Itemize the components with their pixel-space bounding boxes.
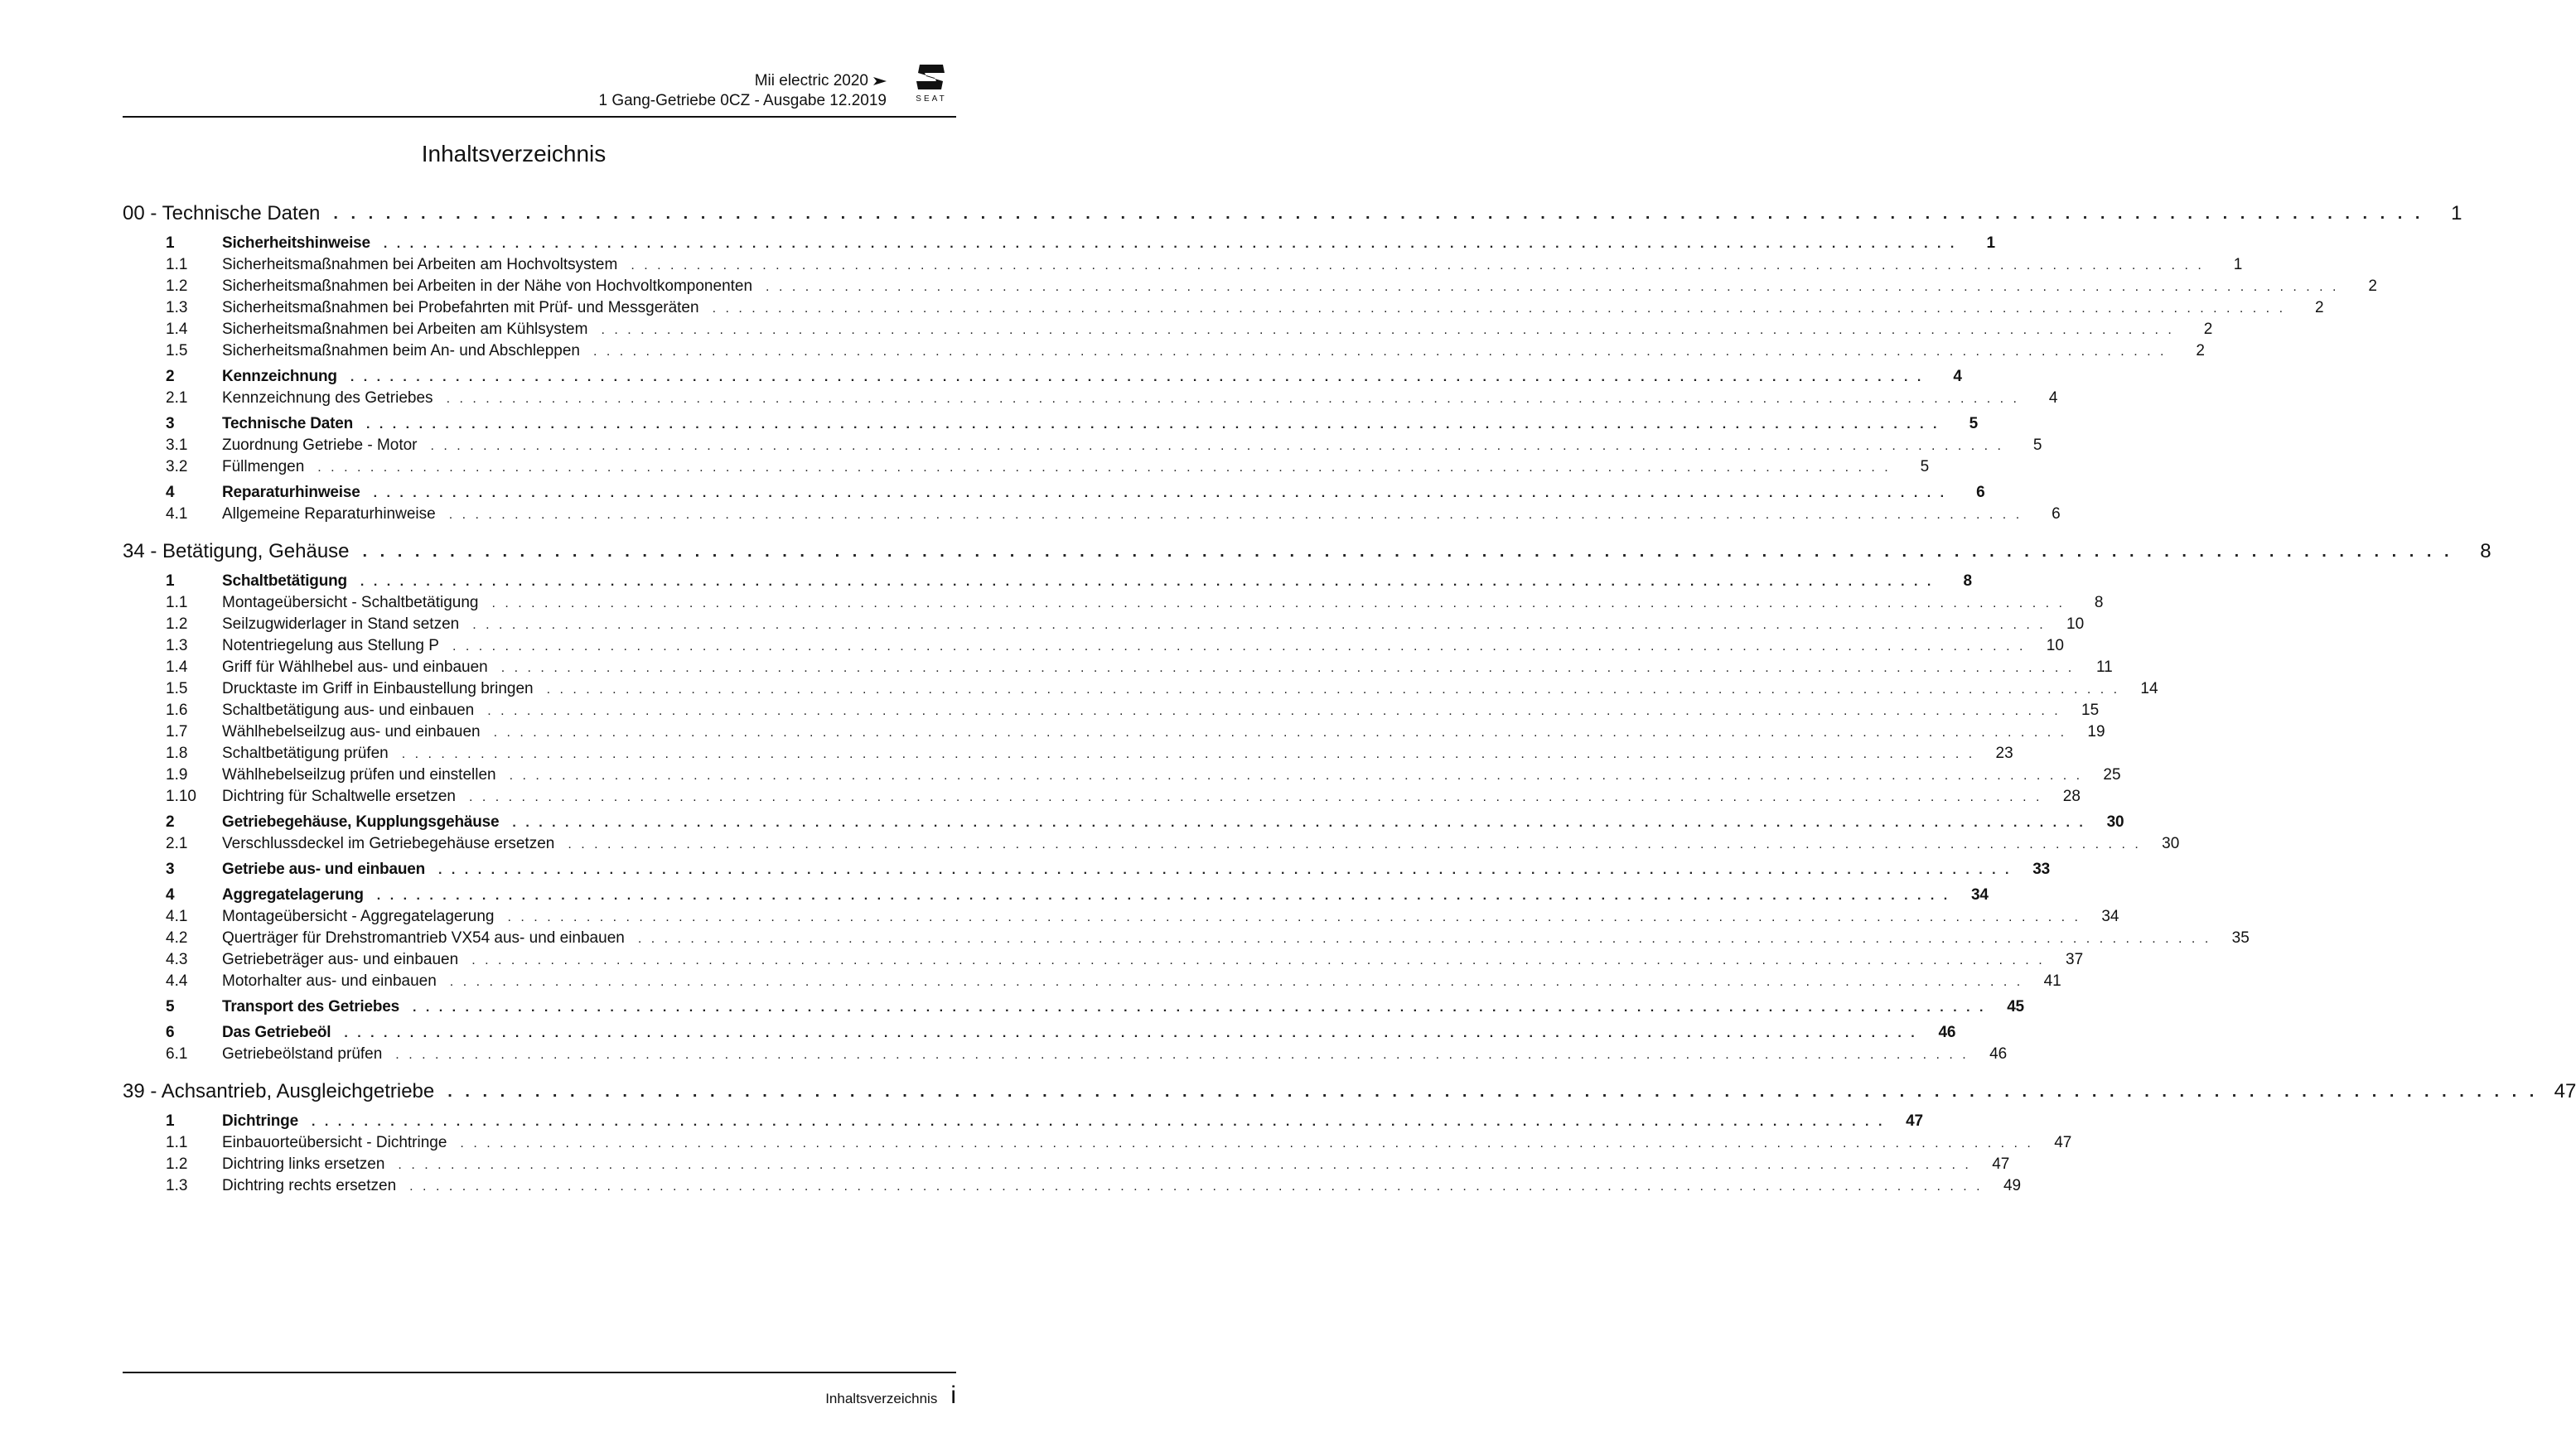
toc-page-number: 45 [2007, 998, 2024, 1015]
dot-leader: . . . . . . . . . . . . . . . . . . . . . . . . . . . . . . . . . . . . . . . . . . . . . . . . . . . . . . . . . . . . . . . . . . . . . . . . . . . . . . . . . . . . . . . . . . . . . . . . . . . . . . . . . . . . . . . . . . . . . . . . [373, 486, 1947, 500]
toc-title: Schaltbetätigung aus- und einbauen [222, 702, 475, 719]
toc-section[interactable] [123, 368, 1962, 389]
toc-section[interactable] [123, 861, 2050, 882]
toc-title: Querträger für Drehstromantrieb VX54 aus- und einbauen [222, 929, 625, 947]
header-divider [123, 116, 956, 118]
dot-leader: . . . . . . . . . . . . . . . . . . . . . . . . . . . . . . . . . . . . . . . . . . . . . . . . . . . . . . . . . . . . . . . . . . . . . . . . . . . . . . . . . . . . . . . . . . . . . . . . . . . . . . . . . . . . . . . . . . . . . . . . [766, 280, 2339, 294]
dot-leader: . . . . . . . . . . . . . . . . . . . . . . . . . . . . . . . . . . . . . . . . . . . . . . . . . . . . . . . . . . . . . . . . . . . . . . . . . . . . . . . . . . . . . . . . . . . . . . . . . . . . . . . . . . . . . . . . . . . . . . . . [430, 439, 2004, 453]
dot-leader: . . . . . . . . . . . . . . . . . . . . . . . . . . . . . . . . . . . . . . . . . . . . . . . . . . . . . . . . . . . . . . . . . . . . . . . . . . . . . . . . . . . . . . . . . . . . . . . . . . . . . . . . . . . . . . . . . . . . . . . . [447, 1082, 2539, 1101]
toc-subsection[interactable] [123, 389, 2058, 411]
toc-title: Montageübersicht - Schaltbetätigung [222, 594, 479, 611]
toc-subsection[interactable] [123, 680, 2158, 702]
toc-title: Getriebe aus- und einbauen [222, 861, 426, 878]
header-line-vehicle [598, 71, 887, 91]
dot-leader: . . . . . . . . . . . . . . . . . . . . . . . . . . . . . . . . . . . . . . . . . . . . . . . . . . . . . . . . . . . . . . . . . . . . . . . . . . . . . . . . . . . . . . . . . . . . . . . . . . . . . . . . . . . . . . . . . . . . . . . . [401, 747, 1975, 761]
toc-page-number: 15 [2081, 702, 2100, 719]
dot-leader: . . . . . . . . . . . . . . . . . . . . . . . . . . . . . . . . . . . . . . . . . . . . . . . . . . . . . . . . . . . . . . . . . . . . . . . . . . . . . . . . . . . . . . . . . . . . . . . . . . . . . . . . . . . . . . . . . . . . . . . . [350, 370, 1924, 384]
toc-page-number: 28 [2062, 788, 2081, 805]
toc-title: Technische Daten [222, 415, 353, 432]
toc-title: Sicherheitsmaßnahmen bei Probefahrten mit Prüf- und Messgeräten [222, 299, 699, 316]
toc-number: 1.2 [166, 615, 188, 633]
table-of-contents [123, 197, 2576, 1199]
toc-title: Allgemeine Reparaturhinweise [222, 505, 436, 523]
dot-leader: . . . . . . . . . . . . . . . . . . . . . . . . . . . . . . . . . . . . . . . . . . . . . . . . . . . . . . . . . . . . . . . . . . . . . . . . . . . . . . . . . . . . . . . . . . . . . . . . . . . . . . . . . . . . . . . . . . . . . . . . [568, 837, 2142, 851]
toc-subsection[interactable] [123, 951, 2084, 972]
toc-subsection[interactable] [123, 788, 2081, 809]
toc-section[interactable] [123, 1024, 1956, 1045]
toc-section[interactable] [123, 484, 1985, 505]
toc-page-number: 37 [2066, 951, 2084, 968]
toc-page-number: 10 [2046, 637, 2064, 654]
dot-leader: . . . . . . . . . . . . . . . . . . . . . . . . . . . . . . . . . . . . . . . . . . . . . . . . . . . . . . . . . . . . . . . . . . . . . . . . . . . . . . . . . . . . . . . . . . . . . . . . . . . . . . . . . . . . . . . . . . . . . . . . [468, 790, 2042, 804]
footer-page-number: i [950, 1382, 956, 1409]
dot-leader: . . . . . . . . . . . . . . . . . . . . . . . . . . . . . . . . . . . . . . . . . . . . . . . . . . . . . . . . . . . . . . . . . . . . . . . . . . . . . . . . . . . . . . . . . . . . . . . . . . . . . . . . . . . . . . . . . . . . . . . . [412, 1001, 1986, 1015]
toc-number: 1.2 [166, 277, 188, 295]
toc-title: 34 - Betätigung, Gehäuse [123, 540, 350, 562]
toc-subsection[interactable] [123, 321, 2213, 342]
toc-title: Kennzeichnung des Getriebes [222, 389, 433, 407]
footer-divider [123, 1372, 956, 1373]
toc-page-number: 14 [2140, 680, 2158, 697]
toc-number: 1.1 [166, 594, 188, 611]
toc-subsection[interactable] [123, 766, 2121, 788]
dot-leader: . . . . . . . . . . . . . . . . . . . . . . . . . . . . . . . . . . . . . . . . . . . . . . . . . . . . . . . . . . . . . . . . . . . . . . . . . . . . . . . . . . . . . . . . . . . . . . . . . . . . . . . . . . . . . . . . . . . . . . . . [362, 542, 2453, 561]
toc-subsection[interactable] [123, 299, 2324, 321]
toc-page-number: 2 [2314, 299, 2324, 316]
toc-page-number: 5 [1920, 458, 1930, 475]
toc-title: Motorhalter aus- und einbauen [222, 972, 437, 990]
toc-number: 1.3 [166, 1177, 188, 1194]
toc-subsection[interactable] [123, 615, 2085, 637]
toc-page-number: 2 [2203, 321, 2213, 338]
arrow-right-icon [873, 76, 887, 86]
toc-number: 2.1 [166, 835, 188, 852]
toc-title: Sicherheitsmaßnahmen bei Arbeiten in der Nähe von Hochvoltkomponenten [222, 277, 753, 295]
toc-subsection[interactable] [123, 637, 2064, 658]
dot-leader: . . . . . . . . . . . . . . . . . . . . . . . . . . . . . . . . . . . . . . . . . . . . . . . . . . . . . . . . . . . . . . . . . . . . . . . . . . . . . . . . . . . . . . . . . . . . . . . . . . . . . . . . . . . . . . . . . . . . . . . . [507, 910, 2081, 924]
toc-title: Schaltbetätigung prüfen [222, 745, 389, 762]
dot-leader: . . . . . . . . . . . . . . . . . . . . . . . . . . . . . . . . . . . . . . . . . . . . . . . . . . . . . . . . . . . . . . . . . . . . . . . . . . . . . . . . . . . . . . . . . . . . . . . . . . . . . . . . . . . . . . . . . . . . . . . . [452, 639, 2026, 654]
toc-title: Füllmengen [222, 458, 305, 475]
dot-leader: . . . . . . . . . . . . . . . . . . . . . . . . . . . . . . . . . . . . . . . . . . . . . . . . . . . . . . . . . . . . . . . . . . . . . . . . . . . . . . . . . . . . . . . . . . . . . . . . . . . . . . . . . . . . . . . . . . . . . . . . [500, 661, 2075, 675]
toc-title: Dichtring links ersetzen [222, 1155, 385, 1173]
toc-subsection[interactable] [123, 594, 2104, 615]
toc-number: 4.2 [166, 929, 188, 947]
toc-number: 1.5 [166, 680, 188, 697]
toc-title: Kennzeichnung [222, 368, 337, 385]
dot-leader: . . . . . . . . . . . . . . . . . . . . . . . . . . . . . . . . . . . . . . . . . . . . . . . . . . . . . . . . . . . . . . . . . . . . . . . . . . . . . . . . . . . . . . . . . . . . . . . . . . . . . . . . . . . . . . . . . . . . . . . . [592, 345, 2167, 359]
toc-page-number: 8 [2094, 594, 2104, 611]
toc-number: 1.3 [166, 637, 188, 654]
dot-leader: . . . . . . . . . . . . . . . . . . . . . . . . . . . . . . . . . . . . . . . . . . . . . . . . . . . . . . . . . . . . . . . . . . . . . . . . . . . . . . . . . . . . . . . . . . . . . . . . . . . . . . . . . . . . . . . . . . . . . . . . [712, 301, 2286, 316]
toc-title: Aggregatelagerung [222, 886, 364, 904]
toc-title: Getriebeölstand prüfen [222, 1045, 383, 1063]
toc-number: 1.6 [166, 702, 188, 719]
toc-page-number: 5 [1969, 415, 1978, 432]
toc-title: Montageübersicht - Aggregatelagerung [222, 908, 495, 925]
toc-subsection[interactable] [123, 458, 1930, 480]
dot-leader: . . . . . . . . . . . . . . . . . . . . . . . . . . . . . . . . . . . . . . . . . . . . . . . . . . . . . . . . . . . . . . . . . . . . . . . . . . . . . . . . . . . . . . . . . . . . . . . . . . . . . . . . . . . . . . . . . . . . . . . . [493, 726, 2067, 740]
toc-number: 4.1 [166, 505, 188, 523]
toc-title: Griff für Wählhebel aus- und einbauen [222, 658, 488, 676]
toc-section[interactable] [123, 234, 1995, 256]
dot-leader: . . . . . . . . . . . . . . . . . . . . . . . . . . . . . . . . . . . . . . . . . . . . . . . . . . . . . . . . . . . . . . . . . . . . . . . . . . . . . . . . . . . . . . . . . . . . . . . . . . . . . . . . . . . . . . . . . . . . . . . . [487, 704, 2061, 718]
toc-chapter[interactable] [123, 1075, 2576, 1108]
toc-title: Sicherheitshinweise [222, 234, 370, 252]
toc-title: Das Getriebeöl [222, 1024, 331, 1041]
dot-leader: . . . . . . . . . . . . . . . . . . . . . . . . . . . . . . . . . . . . . . . . . . . . . . . . . . . . . . . . . . . . . . . . . . . . . . . . . . . . . . . . . . . . . . . . . . . . . . . . . . . . . . . . . . . . . . . . . . . . . . . . [360, 575, 1934, 589]
toc-number: 1.5 [166, 342, 188, 359]
toc-subsection[interactable] [123, 277, 2377, 299]
dot-leader: . . . . . . . . . . . . . . . . . . . . . . . . . . . . . . . . . . . . . . . . . . . . . . . . . . . . . . . . . . . . . . . . . . . . . . . . . . . . . . . . . . . . . . . . . . . . . . . . . . . . . . . . . . . . . . . . . . . . . . . . [383, 237, 1957, 251]
dot-leader: . . . . . . . . . . . . . . . . . . . . . . . . . . . . . . . . . . . . . . . . . . . . . . . . . . . . . . . . . . . . . . . . . . . . . . . . . . . . . . . . . . . . . . . . . . . . . . . . . . . . . . . . . . . . . . . . . . . . . . . . [366, 417, 1940, 432]
toc-title: Sicherheitsmaßnahmen bei Arbeiten am Hochvoltsystem [222, 256, 618, 273]
dot-leader: . . . . . . . . . . . . . . . . . . . . . . . . . . . . . . . . . . . . . . . . . . . . . . . . . . . . . . . . . . . . . . . . . . . . . . . . . . . . . . . . . . . . . . . . . . . . . . . . . . . . . . . . . . . . . . . . . . . . . . . . [395, 1048, 1969, 1062]
toc-number: 4.3 [166, 951, 188, 968]
toc-page-number: 49 [2003, 1177, 2022, 1194]
toc-subsection[interactable] [123, 505, 2061, 527]
toc-number: 6.1 [166, 1045, 188, 1063]
toc-section[interactable] [123, 813, 2124, 835]
logo-wordmark: SEAT [916, 94, 947, 104]
toc-number: 1.1 [166, 1134, 188, 1151]
toc-number: 1 [166, 234, 175, 252]
toc-page-number: 2 [2196, 342, 2205, 359]
toc-page-number: 33 [2032, 861, 2050, 878]
toc-page-number: 2 [2368, 277, 2377, 295]
toc-title: Dichtringe [222, 1112, 298, 1130]
toc-title: Reparaturhinweise [222, 484, 360, 501]
toc-section[interactable] [123, 886, 1989, 908]
toc-title: Wählhebelseilzug aus- und einbauen [222, 723, 481, 740]
toc-number: 1.7 [166, 723, 188, 740]
toc-title: Einbauorteübersicht - Dichtringe [222, 1134, 447, 1151]
toc-title: Dichtring für Schaltwelle ersetzen [222, 788, 456, 805]
toc-page-number: 34 [2101, 908, 2119, 925]
toc-page-number: 25 [2103, 766, 2121, 784]
toc-page-number: 1 [2451, 202, 2462, 224]
toc-subsection[interactable] [123, 1177, 2022, 1199]
toc-page-number: 35 [2231, 929, 2250, 947]
toc-title: Dichtring rechts ersetzen [222, 1177, 397, 1194]
toc-subsection[interactable] [123, 256, 2243, 277]
dot-leader: . . . . . . . . . . . . . . . . . . . . . . . . . . . . . . . . . . . . . . . . . . . . . . . . . . . . . . . . . . . . . . . . . . . . . . . . . . . . . . . . . . . . . . . . . . . . . . . . . . . . . . . . . . . . . . . . . . . . . . . . [311, 1115, 1885, 1129]
dot-leader: . . . . . . . . . . . . . . . . . . . . . . . . . . . . . . . . . . . . . . . . . . . . . . . . . . . . . . . . . . . . . . . . . . . . . . . . . . . . . . . . . . . . . . . . . . . . . . . . . . . . . . . . . . . . . . . . . . . . . . . . [317, 461, 1892, 475]
page-footer [825, 1382, 956, 1410]
toc-number: 4.4 [166, 972, 188, 990]
toc-section[interactable] [123, 1112, 1923, 1134]
dot-leader: . . . . . . . . . . . . . . . . . . . . . . . . . . . . . . . . . . . . . . . . . . . . . . . . . . . . . . . . . . . . . . . . . . . . . . . . . . . . . . . . . . . . . . . . . . . . . . . . . . . . . . . . . . . . . . . . . . . . . . . . [460, 1136, 2034, 1151]
toc-number: 3 [166, 415, 175, 432]
toc-number: 3.1 [166, 437, 188, 454]
toc-subsection[interactable] [123, 723, 2105, 745]
toc-number: 3 [166, 861, 175, 878]
toc-subsection[interactable] [123, 437, 2042, 458]
toc-number: 2 [166, 368, 175, 385]
footer-label: Inhaltsverzeichnis [825, 1391, 938, 1406]
toc-title: Verschlussdeckel im Getriebegehäuse ersetzen [222, 835, 555, 852]
toc-chapter[interactable] [123, 535, 2491, 568]
toc-title: Getriebeträger aus- und einbauen [222, 951, 459, 968]
toc-page-number: 8 [2480, 540, 2491, 562]
toc-page-number: 1 [1986, 234, 1995, 252]
toc-number: 1.9 [166, 766, 188, 784]
toc-title: Notentriegelung aus Stellung P [222, 637, 439, 654]
toc-title: Zuordnung Getriebe - Motor [222, 437, 418, 454]
toc-chapter[interactable] [123, 197, 2462, 230]
toc-subsection[interactable] [123, 1155, 2010, 1177]
dot-leader: . . . . . . . . . . . . . . . . . . . . . . . . . . . . . . . . . . . . . . . . . . . . . . . . . . . . . . . . . . . . . . . . . . . . . . . . . . . . . . . . . . . . . . . . . . . . . . . . . . . . . . . . . . . . . . . . . . . . . . . . [438, 863, 2012, 877]
dot-leader: . . . . . . . . . . . . . . . . . . . . . . . . . . . . . . . . . . . . . . . . . . . . . . . . . . . . . . . . . . . . . . . . . . . . . . . . . . . . . . . . . . . . . . . . . . . . . . . . . . . . . . . . . . . . . . . . . . . . . . . . [546, 683, 2120, 697]
toc-page-number: 1 [2233, 256, 2243, 273]
header-text [598, 71, 887, 111]
toc-subsection[interactable] [123, 908, 2119, 929]
toc-title: Getriebegehäuse, Kupplungsgehäuse [222, 813, 500, 831]
toc-title: Seilzugwiderlager in Stand setzen [222, 615, 460, 633]
toc-page-number: 47 [1906, 1112, 1923, 1130]
dot-leader: . . . . . . . . . . . . . . . . . . . . . . . . . . . . . . . . . . . . . . . . . . . . . . . . . . . . . . . . . . . . . . . . . . . . . . . . . . . . . . . . . . . . . . . . . . . . . . . . . . . . . . . . . . . . . . . . . . . . . . . . [471, 953, 2046, 967]
dot-leader: . . . . . . . . . . . . . . . . . . . . . . . . . . . . . . . . . . . . . . . . . . . . . . . . . . . . . . . . . . . . . . . . . . . . . . . . . . . . . . . . . . . . . . . . . . . . . . . . . . . . . . . . . . . . . . . . . . . . . . . . [637, 932, 2211, 946]
dot-leader: . . . . . . . . . . . . . . . . . . . . . . . . . . . . . . . . . . . . . . . . . . . . . . . . . . . . . . . . . . . . . . . . . . . . . . . . . . . . . . . . . . . . . . . . . . . . . . . . . . . . . . . . . . . . . . . . . . . . . . . . [344, 1026, 1918, 1040]
toc-number: 1.3 [166, 299, 188, 316]
toc-number: 1 [166, 1112, 175, 1130]
dot-leader: . . . . . . . . . . . . . . . . . . . . . . . . . . . . . . . . . . . . . . . . . . . . . . . . . . . . . . . . . . . . . . . . . . . . . . . . . . . . . . . . . . . . . . . . . . . . . . . . . . . . . . . . . . . . . . . . . . . . . . . . [491, 596, 2066, 610]
toc-subsection[interactable] [123, 1045, 2008, 1067]
toc-title: Wählhebelseilzug prüfen und einstellen [222, 766, 496, 784]
dot-leader: . . . . . . . . . . . . . . . . . . . . . . . . . . . . . . . . . . . . . . . . . . . . . . . . . . . . . . . . . . . . . . . . . . . . . . . . . . . . . . . . . . . . . . . . . . . . . . . . . . . . . . . . . . . . . . . . . . . . . . . . [448, 508, 2023, 522]
toc-page-number: 47 [1992, 1155, 2010, 1173]
toc-number: 1.2 [166, 1155, 188, 1173]
toc-page-number: 47 [2554, 1080, 2576, 1102]
dot-leader: . . . . . . . . . . . . . . . . . . . . . . . . . . . . . . . . . . . . . . . . . . . . . . . . . . . . . . . . . . . . . . . . . . . . . . . . . . . . . . . . . . . . . . . . . . . . . . . . . . . . . . . . . . . . . . . . . . . . . . . . [631, 258, 2205, 273]
toc-number: 1.10 [166, 788, 196, 805]
toc-number: 2.1 [166, 389, 188, 407]
toc-number: 4 [166, 484, 175, 501]
toc-subsection[interactable] [123, 745, 2013, 766]
toc-page-number: 23 [1995, 745, 2013, 762]
toc-page-number: 41 [2043, 972, 2061, 990]
toc-title: Sicherheitsmaßnahmen beim An- und Abschleppen [222, 342, 580, 359]
toc-page-number: 6 [2052, 505, 2061, 523]
toc-subsection[interactable] [123, 972, 2061, 994]
toc-section[interactable] [123, 998, 2024, 1020]
dot-leader: . . . . . . . . . . . . . . . . . . . . . . . . . . . . . . . . . . . . . . . . . . . . . . . . . . . . . . . . . . . . . . . . . . . . . . . . . . . . . . . . . . . . . . . . . . . . . . . . . . . . . . . . . . . . . . . . . . . . . . . . [333, 204, 2424, 223]
toc-number: 1 [166, 572, 175, 590]
dot-leader: . . . . . . . . . . . . . . . . . . . . . . . . . . . . . . . . . . . . . . . . . . . . . . . . . . . . . . . . . . . . . . . . . . . . . . . . . . . . . . . . . . . . . . . . . . . . . . . . . . . . . . . . . . . . . . . . . . . . . . . . [376, 889, 1950, 903]
toc-title: Schaltbetätigung [222, 572, 347, 590]
toc-number: 4.1 [166, 908, 188, 925]
toc-number: 6 [166, 1024, 175, 1041]
toc-page-number: 8 [1963, 572, 1972, 590]
page-header [123, 65, 956, 116]
dot-leader: . . . . . . . . . . . . . . . . . . . . . . . . . . . . . . . . . . . . . . . . . . . . . . . . . . . . . . . . . . . . . . . . . . . . . . . . . . . . . . . . . . . . . . . . . . . . . . . . . . . . . . . . . . . . . . . . . . . . . . . . [398, 1158, 1972, 1172]
toc-page-number: 46 [1989, 1045, 2008, 1063]
dot-leader: . . . . . . . . . . . . . . . . . . . . . . . . . . . . . . . . . . . . . . . . . . . . . . . . . . . . . . . . . . . . . . . . . . . . . . . . . . . . . . . . . . . . . . . . . . . . . . . . . . . . . . . . . . . . . . . . . . . . . . . . [509, 769, 2083, 783]
toc-page-number: 5 [2032, 437, 2042, 454]
toc-subsection[interactable] [123, 658, 2113, 680]
dot-leader: . . . . . . . . . . . . . . . . . . . . . . . . . . . . . . . . . . . . . . . . . . . . . . . . . . . . . . . . . . . . . . . . . . . . . . . . . . . . . . . . . . . . . . . . . . . . . . . . . . . . . . . . . . . . . . . . . . . . . . . . [512, 816, 2086, 830]
toc-page-number: 6 [1976, 484, 1985, 501]
toc-page-number: 11 [2095, 658, 2113, 676]
dot-leader: . . . . . . . . . . . . . . . . . . . . . . . . . . . . . . . . . . . . . . . . . . . . . . . . . . . . . . . . . . . . . . . . . . . . . . . . . . . . . . . . . . . . . . . . . . . . . . . . . . . . . . . . . . . . . . . . . . . . . . . . [472, 618, 2047, 632]
toc-section[interactable] [123, 415, 1978, 437]
toc-number: 1.1 [166, 256, 188, 273]
toc-number: 5 [166, 998, 175, 1015]
page-title: Inhaltsverzeichnis [421, 141, 607, 166]
toc-page-number: 4 [2048, 389, 2058, 407]
header-vehicle: Mii electric 2020 [754, 72, 868, 89]
toc-page-number: 47 [2054, 1134, 2072, 1151]
toc-title: Sicherheitsmaßnahmen bei Arbeiten am Kühlsystem [222, 321, 588, 338]
dot-leader: . . . . . . . . . . . . . . . . . . . . . . . . . . . . . . . . . . . . . . . . . . . . . . . . . . . . . . . . . . . . . . . . . . . . . . . . . . . . . . . . . . . . . . . . . . . . . . . . . . . . . . . . . . . . . . . . . . . . . . . . [601, 323, 2175, 337]
toc-number: 1.4 [166, 321, 188, 338]
dot-leader: . . . . . . . . . . . . . . . . . . . . . . . . . . . . . . . . . . . . . . . . . . . . . . . . . . . . . . . . . . . . . . . . . . . . . . . . . . . . . . . . . . . . . . . . . . . . . . . . . . . . . . . . . . . . . . . . . . . . . . . . [449, 975, 2023, 989]
toc-title: 39 - Achsantrieb, Ausgleichgetriebe [123, 1080, 435, 1102]
toc-subsection[interactable] [123, 702, 2100, 723]
seat-logo [906, 65, 956, 103]
toc-page-number: 30 [2162, 835, 2180, 852]
toc-page-number: 46 [1938, 1024, 1956, 1041]
toc-subsection[interactable] [123, 1134, 2072, 1155]
dot-leader: . . . . . . . . . . . . . . . . . . . . . . . . . . . . . . . . . . . . . . . . . . . . . . . . . . . . . . . . . . . . . . . . . . . . . . . . . . . . . . . . . . . . . . . . . . . . . . . . . . . . . . . . . . . . . . . . . . . . . . . . [409, 1179, 1984, 1194]
toc-number: 4 [166, 886, 175, 904]
toc-subsection[interactable] [123, 929, 2250, 951]
toc-number: 2 [166, 813, 175, 831]
toc-subsection[interactable] [123, 342, 2205, 364]
toc-page-number: 30 [2106, 813, 2124, 831]
toc-title: Drucktaste im Griff in Einbaustellung bringen [222, 680, 534, 697]
toc-subsection[interactable] [123, 835, 2180, 856]
dot-leader: . . . . . . . . . . . . . . . . . . . . . . . . . . . . . . . . . . . . . . . . . . . . . . . . . . . . . . . . . . . . . . . . . . . . . . . . . . . . . . . . . . . . . . . . . . . . . . . . . . . . . . . . . . . . . . . . . . . . . . . . [446, 392, 2020, 406]
toc-number: 1.4 [166, 658, 188, 676]
toc-number: 1.8 [166, 745, 188, 762]
toc-title: 00 - Technische Daten [123, 202, 321, 224]
toc-page-number: 4 [1953, 368, 1962, 385]
toc-number: 3.2 [166, 458, 188, 475]
toc-page-number: 19 [2087, 723, 2105, 740]
toc-section[interactable] [123, 572, 1972, 594]
toc-page-number: 34 [1971, 886, 1989, 904]
toc-title: Transport des Getriebes [222, 998, 399, 1015]
toc-page-number: 10 [2066, 615, 2085, 633]
header-subtitle: 1 Gang-Getriebe 0CZ - Ausgabe 12.2019 [598, 92, 887, 109]
